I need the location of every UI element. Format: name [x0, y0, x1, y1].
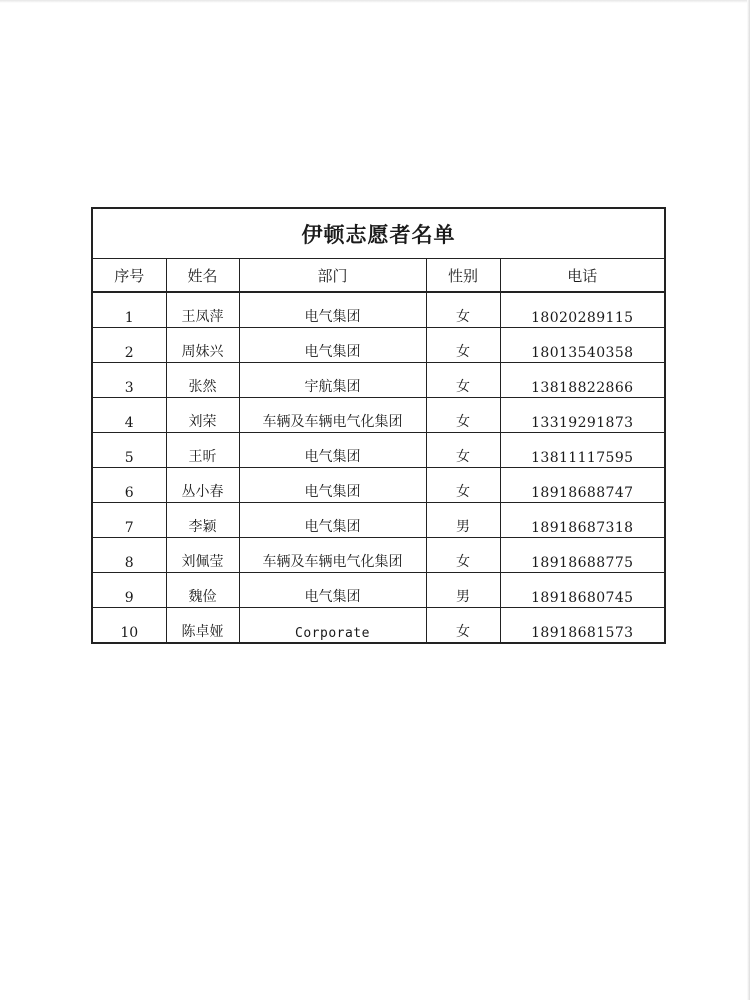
row-gender: 男	[426, 503, 500, 538]
row-department: 电气集团	[239, 468, 426, 503]
row-phone: 18020289115	[500, 292, 665, 328]
row-index: 6	[92, 468, 166, 503]
table-row	[92, 398, 665, 433]
row-department: 电气集团	[239, 573, 426, 608]
row-index: 8	[92, 538, 166, 573]
row-phone: 18918688747	[500, 468, 665, 503]
row-name: 魏俭	[166, 573, 239, 608]
row-index: 5	[92, 433, 166, 468]
row-name: 刘荣	[166, 398, 239, 433]
row-department: 宇航集团	[239, 363, 426, 398]
table-row	[92, 468, 665, 503]
row-gender: 男	[426, 573, 500, 608]
table-row	[92, 573, 665, 608]
row-name: 刘佩莹	[166, 538, 239, 573]
row-phone: 13319291873	[500, 398, 665, 433]
table-row	[92, 292, 665, 328]
scan-edge-top	[0, 0, 750, 3]
table-row	[92, 433, 665, 468]
row-index: 2	[92, 328, 166, 363]
header-phone: 电话	[500, 259, 665, 293]
row-gender: 女	[426, 433, 500, 468]
table-row	[92, 328, 665, 363]
row-department: 车辆及车辆电气化集团	[239, 538, 426, 573]
row-department: 车辆及车辆电气化集团	[239, 398, 426, 433]
row-gender: 女	[426, 608, 500, 644]
row-phone: 18013540358	[500, 328, 665, 363]
table-row	[92, 363, 665, 398]
row-name: 周妹兴	[166, 328, 239, 363]
row-department: 电气集团	[239, 292, 426, 328]
header-gender: 性别	[426, 259, 500, 293]
row-name: 张然	[166, 363, 239, 398]
row-department: 电气集团	[239, 433, 426, 468]
row-department: 电气集团	[239, 328, 426, 363]
row-name: 丛小春	[166, 468, 239, 503]
row-phone: 18918680745	[500, 573, 665, 608]
row-name: 李颖	[166, 503, 239, 538]
row-index: 10	[92, 608, 166, 644]
row-index: 4	[92, 398, 166, 433]
table-row	[92, 538, 665, 573]
row-index: 9	[92, 573, 166, 608]
document-title: 伊顿志愿者名单	[92, 208, 665, 259]
row-phone: 13818822866	[500, 363, 665, 398]
row-gender: 女	[426, 468, 500, 503]
row-department: 电气集团	[239, 503, 426, 538]
row-department: Corporate	[239, 608, 426, 644]
row-phone: 13811117595	[500, 433, 665, 468]
row-gender: 女	[426, 292, 500, 328]
header-department: 部门	[239, 259, 426, 293]
row-name: 王昕	[166, 433, 239, 468]
table-header-row	[92, 259, 665, 293]
row-gender: 女	[426, 328, 500, 363]
header-index: 序号	[92, 259, 166, 293]
row-gender: 女	[426, 363, 500, 398]
row-phone: 18918681573	[500, 608, 665, 644]
row-gender: 女	[426, 398, 500, 433]
row-name: 王凤萍	[166, 292, 239, 328]
table-row	[92, 608, 665, 644]
header-name: 姓名	[166, 259, 239, 293]
row-name: 陈卓娅	[166, 608, 239, 644]
row-index: 3	[92, 363, 166, 398]
row-phone: 18918687318	[500, 503, 665, 538]
row-phone: 18918688775	[500, 538, 665, 573]
row-index: 7	[92, 503, 166, 538]
volunteer-list-table	[91, 207, 666, 644]
row-index: 1	[92, 292, 166, 328]
table-row	[92, 503, 665, 538]
row-gender: 女	[426, 538, 500, 573]
